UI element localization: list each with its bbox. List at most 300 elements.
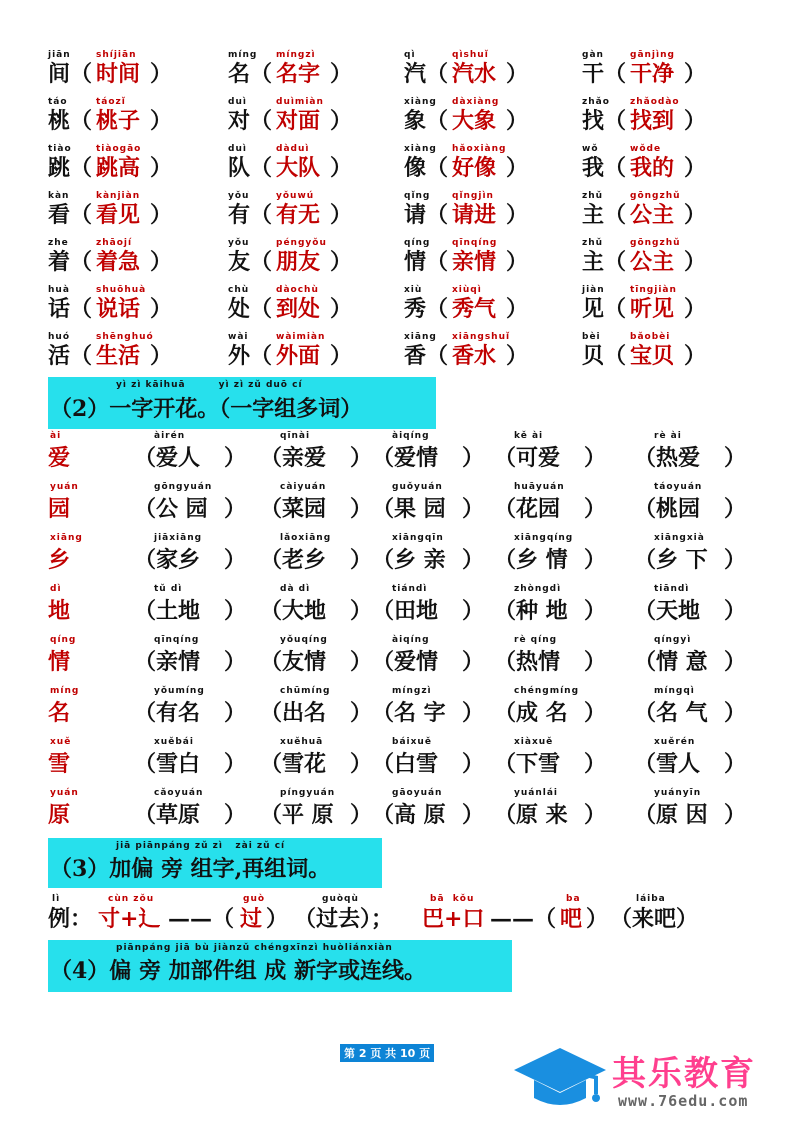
character: 有	[228, 202, 251, 228]
open-paren: （	[134, 445, 157, 471]
word: 爱人	[156, 445, 201, 471]
head-char-pinyin: yuán	[50, 482, 79, 492]
word: 大队	[276, 155, 321, 181]
close-paren: ）	[462, 802, 485, 828]
word: 生活	[96, 343, 141, 369]
close-paren: ）	[150, 61, 173, 87]
open-paren: （	[70, 108, 93, 134]
close-paren: ）	[506, 108, 529, 134]
banner-4-pinyin: piānpáng jiā bù jiànzǔ chéngxīnzì huòliánxiàn	[116, 943, 393, 953]
word: 可爱	[516, 445, 561, 471]
word: 时间	[96, 61, 141, 87]
character: 秀	[404, 296, 427, 322]
word-pinyin: qīnqíng	[154, 635, 200, 645]
close-paren: ）	[350, 598, 373, 624]
word-pinyin: xiàxuě	[514, 737, 554, 747]
word-pinyin: shuōhuà	[96, 285, 147, 295]
word: 出名	[282, 700, 327, 726]
open-paren: （	[426, 296, 449, 322]
word-pinyin: xiāngxià	[654, 533, 705, 543]
word-pinyin: kě ài	[514, 431, 544, 441]
close-paren: ）	[506, 202, 529, 228]
word-pinyin: kànjiàn	[96, 191, 141, 201]
close-paren: ）	[224, 802, 247, 828]
character: 像	[404, 155, 427, 181]
word-pinyin: tīngjiàn	[630, 285, 677, 295]
word: 看见	[96, 202, 141, 228]
open-paren: （	[260, 445, 283, 471]
open-paren: （	[372, 649, 395, 675]
word: 听见	[630, 296, 675, 322]
open-paren: （	[70, 249, 93, 275]
close-paren: ）	[350, 445, 373, 471]
close-paren: ）	[350, 802, 373, 828]
word: 名字	[276, 61, 321, 87]
word-pinyin: yǒuwú	[276, 191, 315, 201]
close-paren: ）	[584, 598, 607, 624]
word-pinyin: dàduì	[276, 144, 310, 154]
character: 干	[582, 61, 605, 87]
close-paren: ）	[506, 155, 529, 181]
close-paren: ）	[330, 202, 353, 228]
word-pinyin: táozǐ	[96, 97, 126, 107]
character: 对	[228, 108, 251, 134]
char-pinyin: yǒu	[228, 238, 250, 248]
word: 果 园	[394, 496, 446, 522]
word-pinyin: chūmíng	[280, 686, 331, 696]
character: 队	[228, 155, 251, 181]
word-pinyin: báixuě	[392, 737, 432, 747]
char-pinyin: tiào	[48, 144, 72, 154]
close-paren: ）	[224, 700, 247, 726]
banner-3-title: （3）加偏 旁 组字,再组词。	[50, 856, 331, 882]
close-paren: ）	[724, 649, 747, 675]
word-pinyin: gōngzhǔ	[630, 238, 681, 248]
word: 亲情	[452, 249, 497, 275]
word: 原 因	[656, 802, 708, 828]
example-b-dash: ——（	[490, 906, 557, 932]
example-b-pinyin: bā kǒu	[430, 894, 475, 904]
close-paren: ）	[330, 61, 353, 87]
word: 好像	[452, 155, 497, 181]
open-paren: （	[634, 700, 657, 726]
close-paren: ）	[724, 700, 747, 726]
close-paren: ）	[584, 802, 607, 828]
close-paren: ）	[584, 547, 607, 573]
open-paren: （	[604, 108, 627, 134]
character: 我	[582, 155, 605, 181]
word-pinyin: gōngzhǔ	[630, 191, 681, 201]
word: 朋友	[276, 249, 321, 275]
word: 白雪	[394, 751, 439, 777]
word-pinyin: gānjìng	[630, 50, 675, 60]
close-paren: ）	[350, 649, 373, 675]
char-pinyin: huó	[48, 332, 70, 342]
open-paren: （	[634, 751, 657, 777]
close-paren: ）	[724, 751, 747, 777]
word-pinyin: xiāngqīn	[392, 533, 444, 543]
open-paren: （	[634, 598, 657, 624]
word-pinyin: xuěrén	[654, 737, 696, 747]
open-paren: （	[426, 249, 449, 275]
open-paren: （	[134, 751, 157, 777]
head-char: 爱	[48, 445, 71, 471]
open-paren: （	[250, 249, 273, 275]
word-pinyin: qǐngjìn	[452, 191, 494, 201]
word: 干净	[630, 61, 675, 87]
example-a-word: （过去）；	[294, 906, 394, 932]
word: 花园	[516, 496, 561, 522]
brand-logo-name: 其乐教育	[612, 1054, 756, 1094]
word-pinyin: àiqíng	[392, 431, 430, 441]
word: 名 气	[656, 700, 708, 726]
word: 田地	[394, 598, 439, 624]
word-pinyin: qīnài	[280, 431, 311, 441]
word: 爱情	[394, 649, 439, 675]
close-paren: ）	[462, 751, 485, 777]
example-b-word-pinyin: láiba	[636, 894, 666, 904]
close-paren: ）	[684, 155, 707, 181]
word-pinyin: rè ài	[654, 431, 682, 441]
graduation-cap-icon	[512, 1040, 608, 1110]
word-pinyin: chéngmíng	[514, 686, 580, 696]
example-label: 例：	[48, 906, 93, 932]
word-pinyin: tiāndì	[654, 584, 690, 594]
open-paren: （	[372, 802, 395, 828]
char-pinyin: qì	[404, 50, 416, 60]
word-pinyin: yuánlái	[514, 788, 558, 798]
open-paren: （	[134, 649, 157, 675]
word: 公 园	[156, 496, 208, 522]
close-paren: ）	[224, 496, 247, 522]
head-char-pinyin: míng	[50, 686, 80, 696]
character: 活	[48, 343, 71, 369]
brand-logo-url: www.76edu.com	[618, 1092, 749, 1110]
open-paren: （	[250, 108, 273, 134]
word-pinyin: míngzì	[392, 686, 432, 696]
character: 处	[228, 296, 251, 322]
word: 雪白	[156, 751, 201, 777]
word-pinyin: tiàogāo	[96, 144, 142, 154]
open-paren: （	[494, 598, 517, 624]
head-char-pinyin: qíng	[50, 635, 77, 645]
close-paren: ）	[724, 496, 747, 522]
banner-2-title: （2）一字开花。（一字组多词）	[50, 396, 363, 422]
open-paren: （	[260, 802, 283, 828]
char-pinyin: duì	[228, 97, 247, 107]
word-pinyin: jiāxiāng	[154, 533, 203, 543]
open-paren: （	[250, 202, 273, 228]
example-a-result-pinyin: guò	[243, 894, 266, 904]
char-pinyin: gàn	[582, 50, 604, 60]
word-pinyin: gāoyuán	[392, 788, 443, 798]
head-char: 雪	[48, 751, 71, 777]
char-pinyin: bèi	[582, 332, 601, 342]
char-pinyin: jiàn	[582, 285, 605, 295]
word: 找到	[630, 108, 675, 134]
open-paren: （	[426, 343, 449, 369]
open-paren: （	[426, 61, 449, 87]
close-paren: ）	[350, 700, 373, 726]
word: 名 字	[394, 700, 446, 726]
close-paren: ）	[584, 496, 607, 522]
word: 乡 下	[656, 547, 708, 573]
close-paren: ）	[350, 496, 373, 522]
close-paren: ）	[584, 751, 607, 777]
open-paren: （	[260, 547, 283, 573]
word-pinyin: shēnghuó	[96, 332, 154, 342]
character: 汽	[404, 61, 427, 87]
close-paren: ）	[462, 496, 485, 522]
character: 找	[582, 108, 605, 134]
char-pinyin: zhǔ	[582, 238, 604, 248]
word: 雪花	[282, 751, 327, 777]
char-pinyin: míng	[228, 50, 258, 60]
char-pinyin: huà	[48, 285, 70, 295]
character: 名	[228, 61, 251, 87]
word: 家乡	[156, 547, 201, 573]
word: 公主	[630, 249, 675, 275]
word: 公主	[630, 202, 675, 228]
open-paren: （	[250, 296, 273, 322]
char-pinyin: chù	[228, 285, 250, 295]
open-paren: （	[260, 751, 283, 777]
word: 亲爱	[282, 445, 327, 471]
close-paren: ）	[330, 249, 353, 275]
close-paren: ）	[684, 296, 707, 322]
char-pinyin: zhǔ	[582, 191, 604, 201]
close-paren: ）	[330, 108, 353, 134]
word-pinyin: lǎoxiāng	[280, 533, 332, 543]
character: 主	[582, 202, 605, 228]
head-char: 情	[48, 649, 71, 675]
word: 宝贝	[630, 343, 675, 369]
close-paren: ）	[330, 343, 353, 369]
close-paren: ）	[330, 296, 353, 322]
word-pinyin: píngyuán	[280, 788, 336, 798]
close-paren: ）	[724, 598, 747, 624]
char-pinyin: xiāng	[404, 332, 437, 342]
character: 友	[228, 249, 251, 275]
open-paren: （	[494, 649, 517, 675]
close-paren: ）	[462, 700, 485, 726]
close-paren: ）	[224, 445, 247, 471]
word: 汽水	[452, 61, 497, 87]
character: 贝	[582, 343, 605, 369]
close-paren: ）	[724, 445, 747, 471]
banner-3-pinyin: jiā piānpáng zǔ zì zài zǔ cí	[116, 841, 286, 851]
character: 间	[48, 61, 71, 87]
close-paren: ）	[224, 547, 247, 573]
word: 草原	[156, 802, 201, 828]
word: 桃子	[96, 108, 141, 134]
open-paren: （	[260, 496, 283, 522]
word: 跳高	[96, 155, 141, 181]
word-pinyin: xiāngqíng	[514, 533, 574, 543]
word-pinyin: guǒyuán	[392, 482, 443, 492]
word-pinyin: qìshuǐ	[452, 50, 489, 60]
close-paren: ）	[330, 155, 353, 181]
word-pinyin: tiándì	[392, 584, 428, 594]
word-pinyin: tǔ dì	[154, 584, 183, 594]
head-char: 园	[48, 496, 71, 522]
head-char: 原	[48, 802, 71, 828]
open-paren: （	[494, 496, 517, 522]
open-paren: （	[634, 547, 657, 573]
word-pinyin: dàxiàng	[452, 97, 500, 107]
close-paren: ）	[150, 155, 173, 181]
word: 情 意	[656, 649, 708, 675]
close-paren: ）	[684, 61, 707, 87]
word-pinyin: càiyuán	[280, 482, 327, 492]
word: 爱情	[394, 445, 439, 471]
word: 乡 亲	[394, 547, 446, 573]
word-pinyin: wàimiàn	[276, 332, 326, 342]
word-pinyin: yǒuqíng	[280, 635, 328, 645]
character: 桃	[48, 108, 71, 134]
open-paren: （	[134, 802, 157, 828]
open-paren: （	[426, 108, 449, 134]
open-paren: （	[604, 202, 627, 228]
open-paren: （	[70, 61, 93, 87]
word: 天地	[656, 598, 701, 624]
char-pinyin: xiàng	[404, 144, 437, 154]
open-paren: （	[372, 445, 395, 471]
open-paren: （	[70, 296, 93, 322]
example-b-word: （来吧）	[610, 906, 699, 932]
word: 到处	[276, 296, 321, 322]
close-paren: ）	[150, 343, 173, 369]
close-paren: ）	[584, 700, 607, 726]
example-label-pinyin: lì	[52, 894, 61, 904]
page-number: 第 2 页 共 10 页	[340, 1044, 434, 1062]
char-pinyin: yǒu	[228, 191, 250, 201]
open-paren: （	[250, 155, 273, 181]
example-b-close: ）	[586, 906, 609, 932]
example-a-result: 过	[240, 906, 263, 932]
word-pinyin: míngqì	[654, 686, 695, 696]
character: 见	[582, 296, 605, 322]
example-a-close: ）	[266, 906, 289, 932]
example-a-word-pinyin: guòqù	[322, 894, 359, 904]
open-paren: （	[494, 547, 517, 573]
word: 乡 情	[516, 547, 568, 573]
close-paren: ）	[506, 296, 529, 322]
word: 亲情	[156, 649, 201, 675]
word-pinyin: dà dì	[280, 584, 311, 594]
head-char-pinyin: yuán	[50, 788, 79, 798]
word-pinyin: huāyuán	[514, 482, 565, 492]
open-paren: （	[134, 547, 157, 573]
open-paren: （	[250, 343, 273, 369]
open-paren: （	[634, 496, 657, 522]
example-b-result: 吧	[560, 906, 583, 932]
word-pinyin: zhāojí	[96, 238, 133, 248]
open-paren: （	[426, 155, 449, 181]
char-pinyin: wǒ	[582, 144, 599, 154]
open-paren: （	[70, 155, 93, 181]
word: 说话	[96, 296, 141, 322]
word: 香水	[452, 343, 497, 369]
close-paren: ）	[506, 61, 529, 87]
word: 热爱	[656, 445, 701, 471]
character: 看	[48, 202, 71, 228]
word-pinyin: míngzì	[276, 50, 316, 60]
example-b-result-pinyin: ba	[566, 894, 581, 904]
word: 高 原	[394, 802, 446, 828]
char-pinyin: qǐng	[404, 191, 431, 201]
word: 下雪	[516, 751, 561, 777]
word-pinyin: bǎobèi	[630, 332, 671, 342]
word-pinyin: shíjiān	[96, 50, 137, 60]
open-paren: （	[70, 343, 93, 369]
word-pinyin: duìmiàn	[276, 97, 324, 107]
word: 桃园	[656, 496, 701, 522]
open-paren: （	[372, 547, 395, 573]
word-pinyin: zhòngdì	[514, 584, 562, 594]
word: 原 来	[516, 802, 568, 828]
example-a-dash: ——（	[168, 906, 235, 932]
close-paren: ）	[584, 445, 607, 471]
character: 香	[404, 343, 427, 369]
word: 热情	[516, 649, 561, 675]
open-paren: （	[260, 598, 283, 624]
close-paren: ）	[224, 598, 247, 624]
banner-2-pinyin: yì zì kāihuā yì zì zǔ duō cí	[116, 380, 303, 390]
open-paren: （	[634, 649, 657, 675]
open-paren: （	[260, 700, 283, 726]
open-paren: （	[134, 598, 157, 624]
close-paren: ）	[684, 343, 707, 369]
word: 请进	[452, 202, 497, 228]
character: 着	[48, 249, 71, 275]
word-pinyin: dàochù	[276, 285, 319, 295]
open-paren: （	[134, 496, 157, 522]
word-pinyin: xiāngshuǐ	[452, 332, 511, 342]
character: 情	[404, 249, 427, 275]
word: 老乡	[282, 547, 327, 573]
close-paren: ）	[462, 547, 485, 573]
close-paren: ）	[684, 108, 707, 134]
open-paren: （	[372, 496, 395, 522]
open-paren: （	[604, 61, 627, 87]
word-pinyin: wǒde	[630, 144, 662, 154]
open-paren: （	[250, 61, 273, 87]
word: 我的	[630, 155, 675, 181]
close-paren: ）	[684, 249, 707, 275]
open-paren: （	[634, 802, 657, 828]
close-paren: ）	[150, 108, 173, 134]
word-pinyin: rè qíng	[514, 635, 558, 645]
word-pinyin: xiùqì	[452, 285, 482, 295]
word-pinyin: qíngyì	[654, 635, 692, 645]
char-pinyin: wài	[228, 332, 249, 342]
open-paren: （	[634, 445, 657, 471]
example-a-pinyin: cùn zǒu	[108, 894, 155, 904]
word: 有名	[156, 700, 201, 726]
char-pinyin: zhǎo	[582, 97, 610, 107]
close-paren: ）	[462, 649, 485, 675]
open-paren: （	[70, 202, 93, 228]
head-char: 名	[48, 700, 71, 726]
word-pinyin: táoyuán	[654, 482, 703, 492]
example-a-parts: 寸+辶	[98, 906, 161, 932]
close-paren: ）	[684, 202, 707, 228]
open-paren: （	[260, 649, 283, 675]
word: 大象	[452, 108, 497, 134]
open-paren: （	[494, 751, 517, 777]
head-char-pinyin: xuě	[50, 737, 72, 747]
